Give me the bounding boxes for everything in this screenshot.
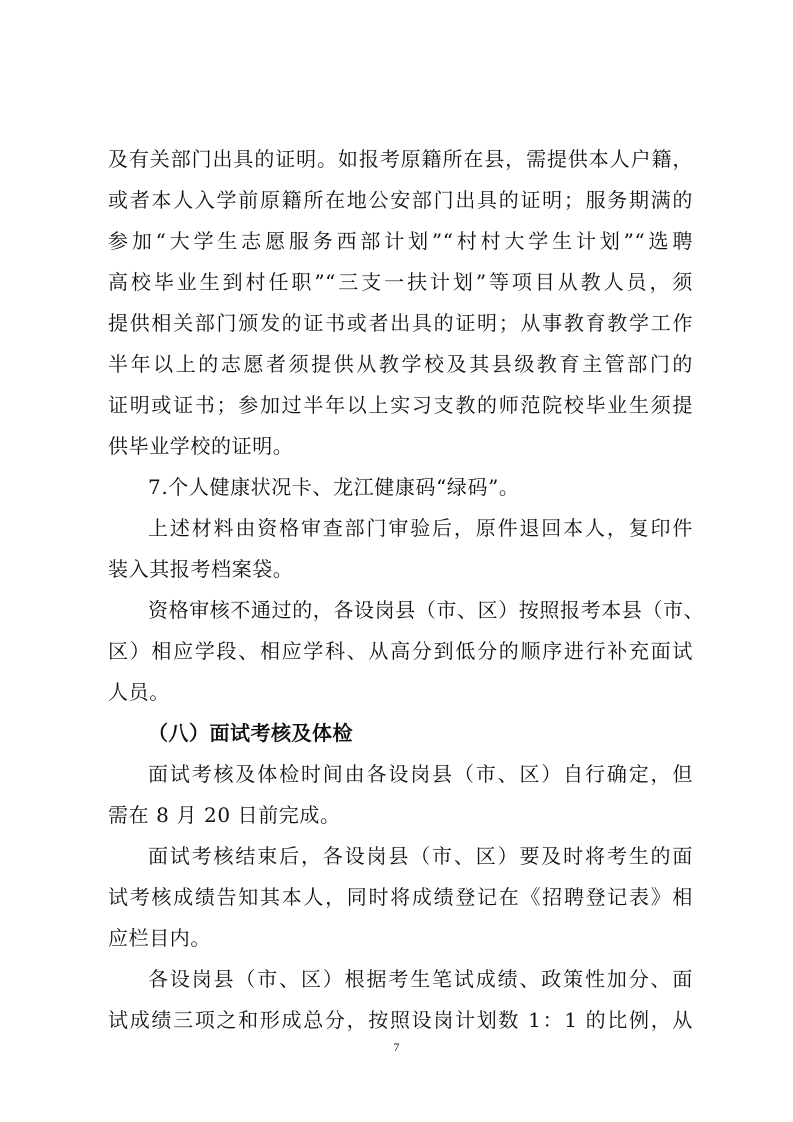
body-text-line: 面试考核及体检时间由各设岗县（市、区）自行确定，但 [148,762,693,786]
body-text-line: 提供相关部门颁发的证书或者出具的证明；从事教育教学工作 [108,311,693,335]
body-text-line: 需在 8 月 20 日前完成。 [108,803,341,827]
section-heading: （八）面试考核及体检 [148,721,353,745]
body-text-line: 装入其报考档案袋。 [108,557,294,581]
body-text-line: 半年以上的志愿者须提供从教学校及其县级教育主管部门的 [108,352,693,376]
body-text-line: 各设岗县（市、区）根据考生笔试成绩、政策性加分、面 [148,967,693,991]
body-text-line: 应栏目内。 [108,926,211,950]
body-text-line: 高校毕业生到村任职”“三支一扶计划”等项目从教人员，须 [108,270,693,294]
body-text-line: 供毕业学校的证明。 [108,434,294,458]
body-text-line: 及有关部门出具的证明。如报考原籍所在县，需提供本人户籍， [108,147,693,171]
body-text-line: 或者本人入学前原籍所在地公安部门出具的证明；服务期满的 [108,188,693,212]
body-text-line: 证明或证书；参加过半年以上实习支教的师范院校毕业生须提 [108,393,693,417]
body-text-line: 区）相应学段、相应学科、从高分到低分的顺序进行补充面试 [108,639,693,663]
page-number: 7 [393,1040,400,1054]
body-text-line: 试考核成绩告知其本人，同时将成绩登记在《招聘登记表》相 [108,885,693,909]
body-text-line: 试成绩三项之和形成总分，按照设岗计划数 1：1 的比例，从 [108,1008,693,1032]
list-item-7: 7.个人健康状况卡、龙江健康码“绿码”。 [148,475,520,499]
body-text-line: 面试考核结束后，各设岗县（市、区）要及时将考生的面 [148,844,693,868]
body-text-line: 上述材料由资格审查部门审验后，原件退回本人，复印件 [148,516,693,540]
body-text-line: 参加“大学生志愿服务西部计划”“村村大学生计划”“选聘 [108,229,693,253]
body-text-line: 人员。 [108,680,170,704]
body-text-line: 资格审核不通过的，各设岗县（市、区）按照报考本县（市、 [148,598,705,622]
